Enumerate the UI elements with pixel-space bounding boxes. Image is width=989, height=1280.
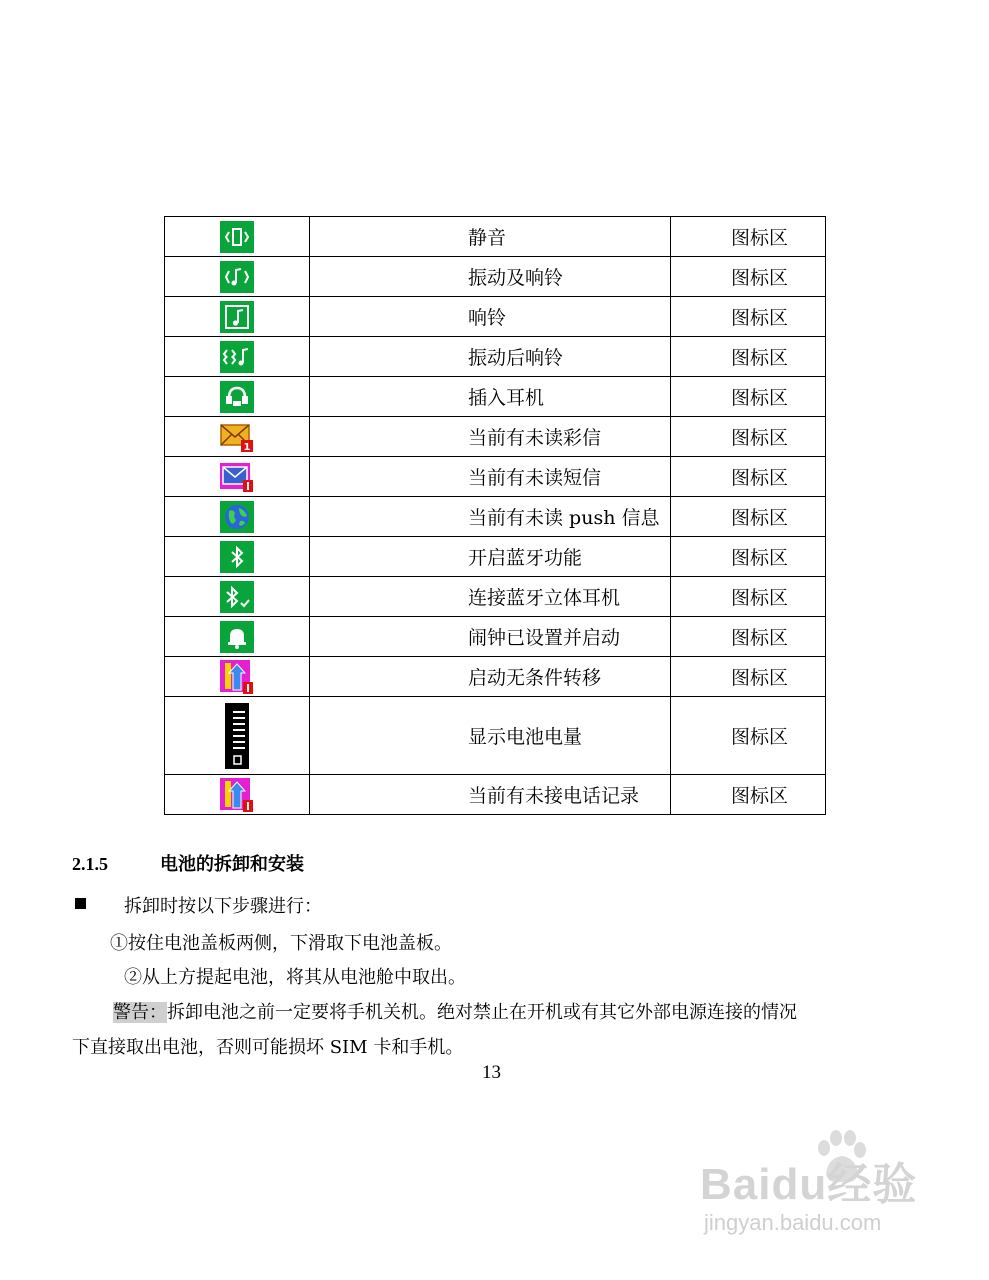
row-area: 图标区 bbox=[671, 577, 826, 617]
row-description: 连接蓝牙立体耳机 bbox=[310, 577, 671, 617]
bluetooth-stereo-icon bbox=[220, 581, 254, 613]
row-description: 开启蓝牙功能 bbox=[310, 537, 671, 577]
silent-icon bbox=[220, 221, 254, 253]
table-row bbox=[165, 537, 826, 577]
section-heading bbox=[72, 850, 304, 876]
battery-level-icon bbox=[225, 703, 249, 769]
section-title: 电池的拆卸和安装 bbox=[160, 854, 304, 875]
table-row bbox=[165, 775, 826, 815]
table-row bbox=[165, 457, 826, 497]
row-area: 图标区 bbox=[671, 417, 826, 457]
row-area: 图标区 bbox=[671, 257, 826, 297]
row-description: 当前有未读 push 信息 bbox=[310, 497, 671, 537]
row-area: 图标区 bbox=[671, 697, 826, 775]
row-area: 图标区 bbox=[671, 617, 826, 657]
headset-icon bbox=[220, 381, 254, 413]
row-description: 当前有未接电话记录 bbox=[310, 775, 671, 815]
svg-text:1: 1 bbox=[243, 441, 251, 453]
table-row bbox=[165, 297, 826, 337]
table-row bbox=[165, 657, 826, 697]
unread-sms-icon bbox=[220, 461, 254, 493]
row-area: 图标区 bbox=[671, 657, 826, 697]
watermark bbox=[700, 1128, 940, 1248]
row-area: 图标区 bbox=[671, 377, 826, 417]
row-area: 图标区 bbox=[671, 457, 826, 497]
unread-mms-icon bbox=[220, 421, 254, 453]
table-row bbox=[165, 257, 826, 297]
vibrate-and-ring-icon bbox=[220, 261, 254, 293]
watermark-url: jingyan.baidu.com bbox=[704, 1210, 882, 1235]
row-area: 图标区 bbox=[671, 775, 826, 815]
table-row bbox=[165, 217, 826, 257]
step-1: ①按住电池盖板两侧，下滑取下电池盖板。 bbox=[110, 933, 452, 954]
step-2: ②从上方提起电池，将其从电池舱中取出。 bbox=[124, 967, 466, 988]
watermark-brand: Baidu经验 bbox=[700, 1160, 918, 1209]
row-area: 图标区 bbox=[671, 537, 826, 577]
table-row bbox=[165, 697, 826, 775]
row-description: 闹钟已设置并启动 bbox=[310, 617, 671, 657]
warning-label: 警告： bbox=[113, 1002, 167, 1023]
page-number: 13 bbox=[482, 1062, 501, 1083]
missed-call-icon bbox=[220, 778, 254, 812]
row-description: 当前有未读彩信 bbox=[310, 417, 671, 457]
warning-text: 拆卸电池之前一定要将手机关机。绝对禁止在开机或有其它外部电源连接的情况 bbox=[167, 1002, 797, 1023]
ring-icon bbox=[220, 301, 254, 333]
bullet-text: 拆卸时按以下步骤进行： bbox=[124, 896, 322, 917]
row-area: 图标区 bbox=[671, 217, 826, 257]
table-row bbox=[165, 617, 826, 657]
row-area: 图标区 bbox=[671, 297, 826, 337]
warning-line bbox=[113, 998, 797, 1024]
status-icon-table bbox=[164, 216, 826, 815]
bullet-square-icon bbox=[75, 898, 86, 909]
row-description: 振动及响铃 bbox=[310, 257, 671, 297]
row-description: 静音 bbox=[310, 217, 671, 257]
row-description: 启动无条件转移 bbox=[310, 657, 671, 697]
row-description: 响铃 bbox=[310, 297, 671, 337]
row-description: 当前有未读短信 bbox=[310, 457, 671, 497]
table-row bbox=[165, 377, 826, 417]
row-area: 图标区 bbox=[671, 497, 826, 537]
row-description: 显示电池电量 bbox=[310, 697, 671, 775]
table-row bbox=[165, 417, 826, 457]
unread-push-icon bbox=[220, 501, 254, 533]
table-row bbox=[165, 337, 826, 377]
table-row bbox=[165, 497, 826, 537]
alarm-icon bbox=[220, 621, 254, 653]
row-area: 图标区 bbox=[671, 337, 826, 377]
vibrate-then-ring-icon bbox=[220, 341, 254, 373]
call-divert-icon bbox=[220, 660, 254, 694]
warning-line-2: 下直接取出电池，否则可能损坏 SIM 卡和手机。 bbox=[72, 1037, 464, 1058]
table-row bbox=[165, 577, 826, 617]
section-number: 2.1.5 bbox=[72, 854, 108, 874]
row-description: 振动后响铃 bbox=[310, 337, 671, 377]
bluetooth-on-icon bbox=[220, 541, 254, 573]
row-description: 插入耳机 bbox=[310, 377, 671, 417]
